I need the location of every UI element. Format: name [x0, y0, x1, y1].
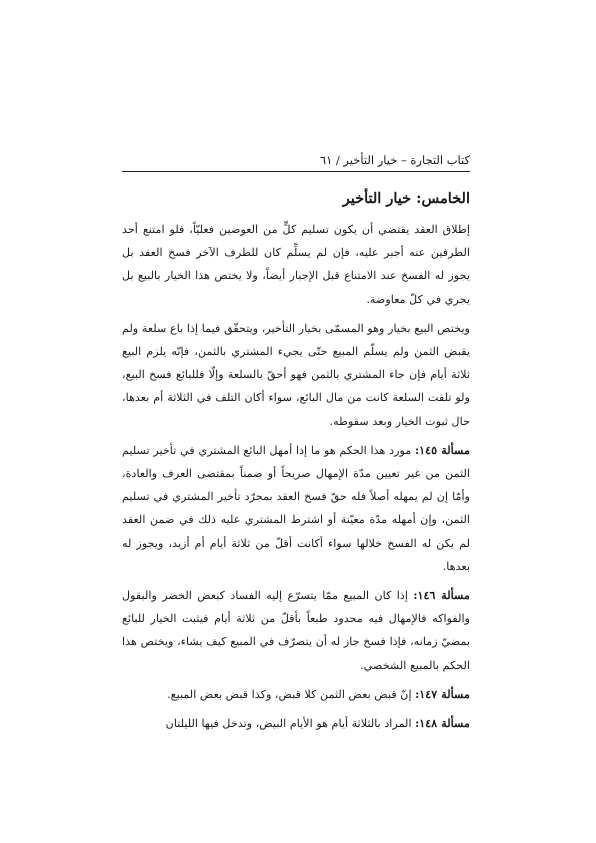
issue-147: [122, 683, 470, 706]
paragraph-text: ويختص البيع بخيار وهو المسمّى بخيار التأخير، ويتحقّق فيما إذا باع سلعة ولم يقبض الثمن ولم يسلّم المبيع حتّى يجيء المشتري بالثمن، فإنّه يلزم البيع ثلاثة أيام فإن جاء المشتري بالثمن فهو أحقّ بالسلعة وإلّا فللبائع فسخ البيع، ولو تلفت السلعة كانت من مال البائع، سواء أكان التلف في الثلاثة أم بعدها، حال ثبوت الخيار وبعد سقوطه.: [122, 321, 470, 428]
header-rule: [122, 171, 470, 172]
running-header: كتاب التجارة – خيار التأخير / ٦١: [319, 153, 470, 167]
paragraph-intro: [122, 218, 470, 311]
issue-label: مسألة ١٤٨:: [415, 716, 470, 731]
issue-145: [122, 439, 470, 578]
issue-text: مورد هذا الحكم هو ما إذا أمهل البائع المشتري في تأخير تسليم الثمن من غير تعيين مدّة الإمهال صريحاً أو ضمناً بمقتضى العرف والعادة، وأمّا إن لم يمهله أصلاً فله حقّ فسخ العقد بمجرّد تأخير المشتري في تسليم الثمن، وإن أمهله مدّة معيّنة أو اشترط المشتري عليه ذلك في ضمن العقد لم يكن له الفسخ خلالها سواء أكانت أقلّ من ثلاثة أيام أم أزيد، ويجوز له بعدها.: [122, 443, 470, 573]
issue-146: [122, 584, 470, 677]
paragraph-delay-option: [122, 317, 470, 433]
issue-label: مسألة ١٤٥:: [414, 442, 470, 457]
page-body: [122, 186, 470, 741]
issue-text: إذا كان المبيع ممّا يتسرّع إليه الفساد كبعض الخضر والبقول والفواكه فالإمهال فيه محدود طبعاً بأقلّ من ثلاثة أيام فيثبت الخيار للبائع بمضيّ زمانه، فإذا فسخ جاز له أن يتصرّف في المبيع كيف يشاء، ويختص هذا الحكم بالمبيع الشخصي.: [122, 589, 470, 672]
issue-text: إنّ قبض بعض الثمن كلا قبض، وكذا قبض بعض المبيع.: [167, 687, 416, 701]
issue-text: المراد بالثلاثة أيام هو الأيام البيض، وتدخل فيها الليلتان: [165, 717, 416, 731]
issue-label: مسألة ١٤٦:: [413, 588, 471, 603]
paragraph-text: إطلاق العقد يقتضي أن يكون تسليم كلٍّ من العوضين فعليّاً، فلو امتنع أحد الطرفين عنه أجبر عليه، فإن لم يسلِّم كان للطرف الآخر فسخ العقد بل يجوز له الفسخ عند الامتناع قبل الإجبار أيضاً، ولا يختص هذا الخيار بالبيع بل يجري في كلّ معاوضة.: [122, 223, 470, 306]
section-title: الخامس: خيار التأخير: [342, 190, 470, 207]
issue-label: مسألة ١٤٧:: [415, 686, 470, 701]
issue-148: [122, 712, 470, 735]
